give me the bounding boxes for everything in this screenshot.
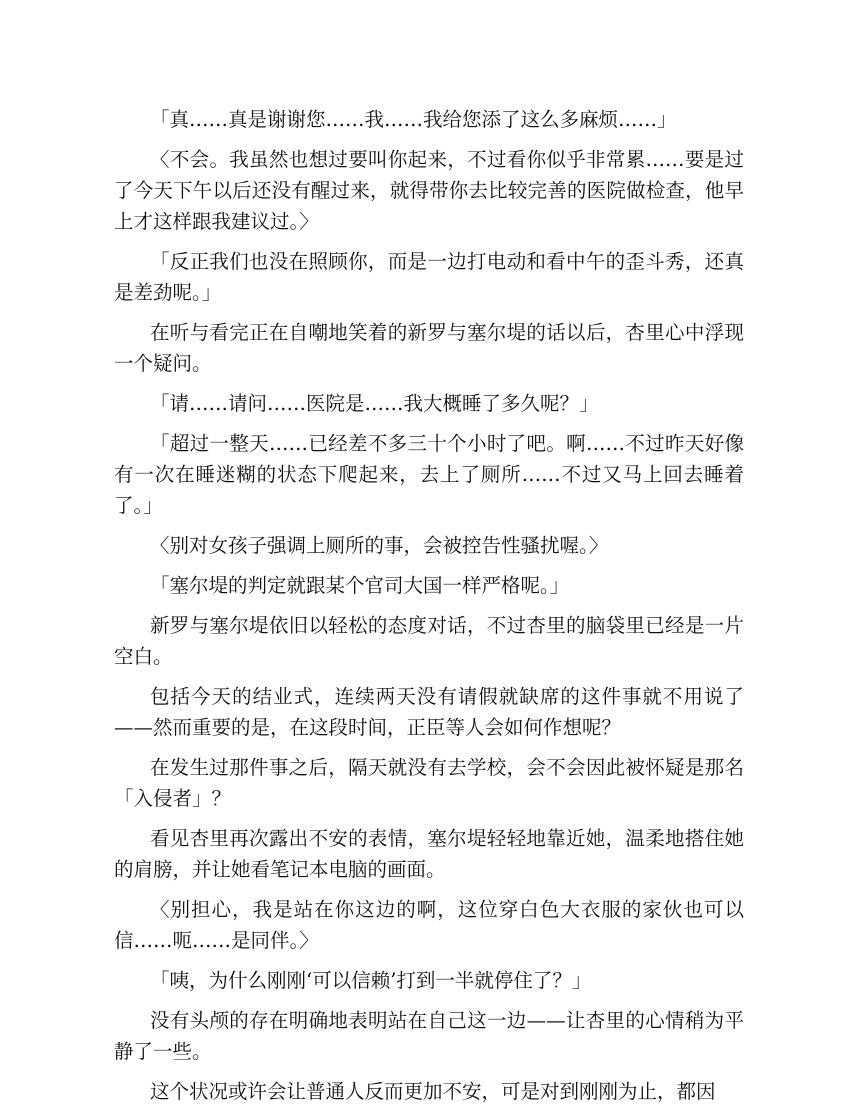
paragraph: 「请……请问……医院是……我大概睡了多久呢？」 — [150, 392, 599, 415]
paragraph: 看见杏里再次露出不安的表情，塞尔堤轻轻地靠近她，温柔地搭住她的肩膀，并让她看笔记本电脑的画面。 — [114, 827, 744, 881]
paragraph: 在发生过那件事之后，隔天就没有去学校，会不会因此被怀疑是那名「入侵者」？ — [114, 756, 744, 810]
paragraph: 这个状况或许会让普通人反而更加不安，可是对到刚刚为止，都因 — [150, 1080, 716, 1103]
paragraph: 包括今天的结业式，连续两天没有请假就缺席的这件事就不用说了——然而重要的是，在这段时间，正臣等人会如何作想呢？ — [114, 685, 744, 739]
paragraph: 「超过一整天……已经差不多三十个小时了吧。啊……不过昨天好像有一次在睡迷糊的状态下爬起来，去上了厕所……不过又马上回去睡着了。」 — [114, 432, 744, 517]
book-page — [114, 104, 744, 1116]
paragraph: 〈别担心，我是站在你这边的啊，这位穿白色大衣服的家伙也可以信……呃……是同伴。〉 — [114, 898, 744, 952]
paragraph: 「塞尔堤的判定就跟某个官司大国一样严格呢。」 — [150, 574, 570, 597]
paragraph: 〈别对女孩子强调上厕所的事，会被控告性骚扰喔。〉 — [150, 534, 609, 557]
paragraph: 「咦，为什么刚刚‘可以信赖’打到一半就停住了？」 — [150, 969, 592, 992]
paragraph: 「真……真是谢谢您……我……我给您添了这么多麻烦……」 — [150, 108, 677, 131]
paragraph: 「反正我们也没在照顾你，而是一边打电动和看中午的歪斗秀，还真是差劲呢。」 — [114, 250, 744, 304]
paragraph: 〈不会。我虽然也想过要叫你起来，不过看你似乎非常累……要是过了今天下午以后还没有醒过来，就得带你去比较完善的医院做检查，他早上才这样跟我建议过。〉 — [114, 148, 744, 233]
paragraph: 新罗与塞尔堤依旧以轻松的态度对话，不过杏里的脑袋里已经是一片空白。 — [114, 614, 744, 668]
paragraph: 在听与看完正在自嘲地笑着的新罗与塞尔堤的话以后，杏里心中浮现一个疑问。 — [114, 321, 744, 375]
paragraph: 没有头颅的存在明确地表明站在自己这一边——让杏里的心情稍为平静了一些。 — [114, 1009, 744, 1063]
